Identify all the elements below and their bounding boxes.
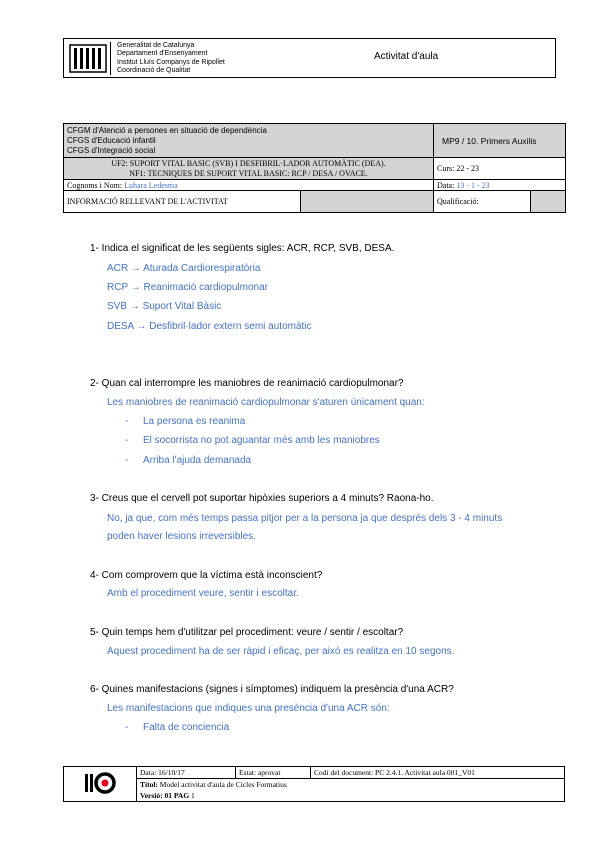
activity-info-table [63,123,566,213]
date-value: 13 - 1 - 23 [456,180,490,190]
answer-line: poden haver lesions irreversibles. [107,531,256,542]
org-line: Institut Lluís Companys de Ripollet [117,58,225,66]
footer-title-label: Títol: [140,780,158,789]
answer-line: Les manifestacions que indiques una presència d'una ACR són: [107,703,390,714]
unit-cell [64,158,434,180]
cycles-cell [64,124,434,158]
bullet-mark: - [125,722,129,733]
date-cell [434,180,566,191]
answer-line: Amb el procediment veure, sentir i escoltar. [107,588,299,599]
course-value: 22 - 23 [456,164,480,173]
footer-version-cell [137,790,565,802]
bullet-mark: - [125,455,129,466]
answer-line: Aquest procediment ha de ser ràpid i eficaç, per això es realitza en 10 segons. [107,646,455,657]
bullet-item [125,722,230,733]
answer-line: RCP → Reanimació cardiopulmonar [107,282,268,293]
answer-line: SVB → Suport Vital Bàsic [107,301,222,312]
footer-title: Model activitat d'aula de Cicles Formatius [159,780,287,789]
cycle-line: CFGM d'Atenció a persones en situació de dependència [67,125,267,135]
question-6: 6- Quines manifestacions (signes i símptomes) indiquem la presència d'una ACR? [90,684,454,695]
bullet-text: Arriba l'ajuda demanada [143,455,252,466]
grade-value [531,191,566,213]
org-line: Generalitat de Catalunya [117,42,195,49]
bullet-item [125,455,252,466]
student-name: Luhara Ledesma [124,180,178,190]
org-line: Coordinació de Qualitat [117,66,191,74]
date-label: Data: [437,180,455,190]
module-cell: MP9 / 10. Primers Auxilis [434,124,566,158]
footer-state: Estat: aprovat [236,767,311,779]
course-cell [434,158,566,180]
question-2: 2- Quan cal interrompre les maniobres de reanimació cardiopulmonar? [90,378,404,389]
question-5: 5- Quin temps hem d'utilitzar pel procediment: veure / sentir / escoltar? [90,627,404,638]
organization-block [117,42,225,75]
cycle-line: CFGS d'Educació infantil [67,135,156,145]
footer-page: 1 [191,791,195,800]
answer-line: No, ja que, com més temps passa pitjor per a la persona ja que després dels 3 - 4 minuts [107,513,503,524]
footer-page-label: PAG [173,791,190,800]
footer-version: 01 [164,791,173,800]
question-4: 4- Com comprovem que la víctima està inconscient? [90,570,323,581]
footer-version-label: Versió: [140,791,163,800]
course-label: Curs: [437,164,455,173]
bullet-item [125,416,246,427]
cycle-line: CFGS d'Integració social [67,145,156,155]
bullet-mark: - [125,435,129,446]
relevant-info-blank [301,191,434,213]
answer-line: DESA → Desfibril·lador extern semi automàtic [107,321,312,332]
bullet-text: Falta de conciencia [143,722,230,733]
footer-date: Data: 16/10/17 [137,767,236,779]
relevant-info-cell: INFORMACIÓ RELLEVANT DE L'ACTIVITAT [64,191,301,213]
bullet-text: La persona es reanima [143,416,246,427]
grade-label: Qualificació: [434,191,531,213]
footer-code: Codi del document: PC 2.4.1. Activitat aula 001_V01 [311,767,565,779]
document-header [63,38,556,78]
unit-line: NF1: TECNIQUES DE SUPORT VITAL BASIC: RCP / DESA / OVACE. [129,168,368,178]
bullet-item [125,435,380,446]
bullet-mark: - [125,416,129,427]
answer-line: ACR → Aturada Cardiorespiratòria [107,263,261,274]
question-1: 1- Indica el significat de les següents sigles: ACR, RCP, SVB, DESA. [90,243,395,254]
generalitat-logo [66,42,111,75]
name-cell [64,180,434,191]
answer-line: Les maniobres de reanimació cardiopulmonar s'aturen únicament quan: [107,397,425,408]
bullet-text: El socorrista no pot aguantar més amb les maniobres [143,435,380,446]
activity-title: Activitat d'aula [374,51,439,62]
unit-line: UF2: SUPORT VITAL BASIC (SVB) I DESFIBRIL·LADOR AUTOMÀTIC (DEA). [111,158,386,168]
question-3: 3- Creus que el cervell pot suportar hipòxies superiors a 4 minuts? Raona-ho. [90,493,434,504]
document-footer [63,766,565,802]
footer-title-cell [137,779,565,791]
name-label: Cognoms i Nom: [67,180,123,190]
institute-logo [64,767,137,802]
org-line: Departament d'Ensenyament [117,50,208,58]
